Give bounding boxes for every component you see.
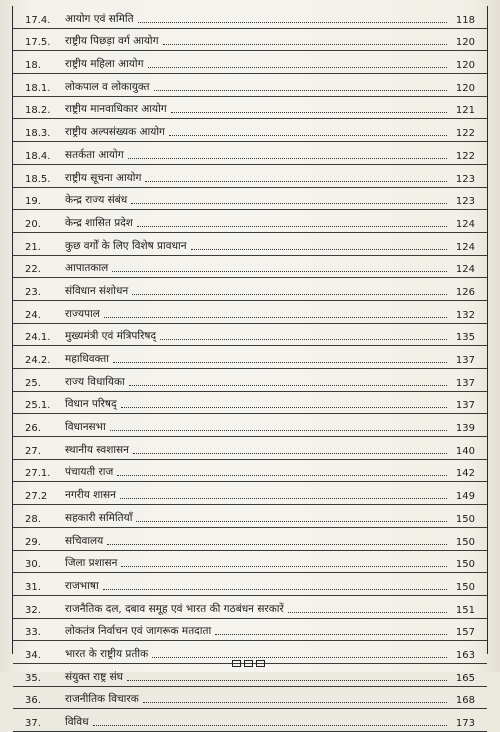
toc-entry bbox=[13, 188, 487, 211]
entry-page-number: 150 bbox=[455, 513, 475, 525]
entry-title: लोकपाल व लोकायुक्त bbox=[65, 80, 150, 93]
entry-number: 18.5. bbox=[25, 173, 51, 185]
entry-number: 27.2 bbox=[25, 491, 48, 503]
dot-leader bbox=[120, 497, 447, 499]
entry-page-number: 123 bbox=[455, 173, 475, 185]
entry-title: सतर्कता आयोग bbox=[65, 148, 124, 161]
dot-leader bbox=[131, 202, 447, 204]
dot-leader bbox=[191, 248, 447, 250]
entry-title: राष्ट्रीय महिला आयोग bbox=[65, 58, 144, 71]
entry-page-number: 132 bbox=[455, 309, 475, 321]
entry-title: राष्ट्रीय पिछड़ा वर्ग आयोग bbox=[65, 35, 159, 48]
entry-page-number: 150 bbox=[455, 581, 475, 593]
entry-number: 25. bbox=[25, 377, 41, 389]
toc-entry bbox=[13, 97, 487, 120]
end-mark-box bbox=[244, 660, 253, 667]
toc-entry bbox=[13, 482, 487, 505]
entry-page-number: 140 bbox=[455, 445, 475, 457]
entry-number: 25.1. bbox=[25, 400, 51, 412]
entry-title: आयोग एवं समिति bbox=[65, 12, 134, 25]
dot-leader bbox=[103, 588, 447, 590]
entry-title: मुख्यमंत्री एवं मंत्रिपरिषद् bbox=[65, 330, 157, 343]
toc-entry bbox=[13, 664, 487, 687]
dot-leader bbox=[121, 406, 447, 408]
entry-title: राजनीतिक विचारक bbox=[65, 693, 139, 706]
dot-leader bbox=[133, 452, 447, 454]
entry-page-number: 157 bbox=[455, 627, 475, 639]
toc-entry bbox=[13, 165, 487, 188]
toc-entry bbox=[13, 709, 487, 732]
toc-entry bbox=[13, 392, 487, 415]
entry-page-number: 120 bbox=[455, 37, 475, 49]
page-frame bbox=[12, 6, 488, 729]
dot-leader bbox=[137, 225, 447, 227]
toc-entry bbox=[13, 51, 487, 74]
dot-leader bbox=[132, 293, 447, 295]
entry-page-number: 150 bbox=[455, 536, 475, 548]
entry-page-number: 149 bbox=[455, 491, 475, 503]
entry-title: राज्य विधायिका bbox=[65, 375, 125, 388]
dot-leader bbox=[136, 520, 447, 522]
dot-leader bbox=[121, 565, 447, 567]
entry-number: 36. bbox=[25, 695, 41, 707]
entry-page-number: 150 bbox=[455, 559, 475, 571]
toc-entry bbox=[13, 29, 487, 52]
entry-number: 17.4. bbox=[25, 14, 51, 26]
toc-entry bbox=[13, 119, 487, 142]
entry-number: 24. bbox=[25, 309, 41, 321]
entry-title: राष्ट्रीय सूचना आयोग bbox=[65, 171, 142, 184]
entry-title: राज्यपाल bbox=[65, 307, 100, 320]
entry-title: राजभाषा bbox=[65, 579, 99, 592]
toc-entry bbox=[13, 256, 487, 279]
entry-number: 24.2. bbox=[25, 355, 51, 366]
entry-title: केन्द्र राज्य संबंध bbox=[65, 194, 128, 207]
entry-page-number: 124 bbox=[455, 241, 475, 253]
dot-leader bbox=[113, 361, 447, 363]
toc-entry bbox=[13, 619, 487, 642]
entry-page-number: 120 bbox=[455, 60, 475, 72]
entry-number: 28. bbox=[25, 513, 41, 525]
entry-number: 18.2. bbox=[25, 105, 51, 117]
entry-page-number: 122 bbox=[455, 150, 475, 162]
entry-title: सचिवालय bbox=[65, 534, 104, 547]
dot-leader bbox=[129, 384, 447, 386]
toc-entry bbox=[13, 505, 487, 528]
dot-leader bbox=[104, 316, 447, 318]
dot-leader bbox=[112, 270, 447, 272]
entry-number: 20. bbox=[25, 218, 41, 230]
dot-leader bbox=[148, 66, 448, 68]
entry-number: 22. bbox=[25, 264, 41, 276]
entry-number: 18. bbox=[25, 60, 41, 72]
entry-page-number: 151 bbox=[455, 604, 475, 616]
entry-number: 27.1. bbox=[25, 468, 51, 480]
entry-page-number: 123 bbox=[455, 196, 475, 208]
dot-leader bbox=[215, 633, 447, 635]
entry-number: 18.4. bbox=[25, 150, 51, 162]
toc-entry bbox=[13, 324, 487, 347]
toc-entry bbox=[13, 346, 487, 369]
dot-leader bbox=[145, 180, 447, 182]
entry-number: 32. bbox=[25, 604, 41, 616]
entry-title: भारत के राष्ट्रीय प्रतीक bbox=[65, 647, 149, 660]
toc-entry bbox=[13, 551, 487, 574]
dot-leader bbox=[128, 157, 447, 159]
toc-entry bbox=[13, 573, 487, 596]
entry-page-number: 137 bbox=[455, 355, 475, 366]
toc-entry bbox=[13, 210, 487, 233]
toc-entry bbox=[13, 437, 487, 460]
entry-number: 34. bbox=[25, 649, 41, 661]
dot-leader bbox=[117, 474, 447, 476]
dot-leader bbox=[154, 89, 447, 91]
entry-page-number: 163 bbox=[455, 649, 475, 661]
dot-leader bbox=[163, 43, 447, 45]
entry-page-number: 137 bbox=[455, 400, 475, 412]
entry-page-number: 121 bbox=[455, 105, 475, 117]
entry-title: लोकतंत्र निर्वाचन एवं जागरूक मतदाता bbox=[65, 625, 212, 638]
entry-number: 19. bbox=[25, 196, 41, 208]
entry-title: आपातकाल bbox=[65, 262, 109, 275]
entry-number: 37. bbox=[25, 718, 41, 729]
entry-page-number: 124 bbox=[455, 264, 475, 276]
entry-number: 23. bbox=[25, 286, 41, 298]
entry-page-number: 165 bbox=[455, 672, 475, 684]
toc-entry bbox=[13, 233, 487, 256]
toc-entry bbox=[13, 6, 487, 29]
entry-title: महाधिवक्ता bbox=[65, 353, 109, 365]
entry-title: पंचायती राज bbox=[65, 466, 114, 479]
entry-page-number: 139 bbox=[455, 423, 475, 435]
entry-title: विविध bbox=[65, 716, 89, 728]
entry-page-number: 142 bbox=[455, 468, 475, 480]
end-mark-box bbox=[256, 660, 265, 667]
entry-title: केन्द्र शासित प्रदेश bbox=[65, 216, 133, 229]
toc-entry bbox=[13, 74, 487, 97]
dot-leader bbox=[107, 543, 447, 545]
toc-entry bbox=[13, 528, 487, 551]
entry-number: 35. bbox=[25, 672, 41, 684]
entry-title: कुछ वर्गों के लिए विशेष प्रावधान bbox=[65, 239, 187, 252]
entry-page-number: 118 bbox=[455, 14, 475, 26]
entry-title: विधान परिषद् bbox=[65, 398, 117, 411]
dot-leader bbox=[171, 111, 447, 113]
toc-entry bbox=[13, 301, 487, 324]
entry-title: जिला प्रशासन bbox=[65, 557, 118, 570]
entry-number: 31. bbox=[25, 581, 41, 593]
end-mark-box bbox=[232, 660, 241, 667]
dot-leader bbox=[138, 21, 447, 23]
entry-page-number: 168 bbox=[455, 695, 475, 707]
toc-entry bbox=[13, 687, 487, 710]
entry-number: 18.1. bbox=[25, 82, 51, 94]
entry-title: राष्ट्रीय अल्पसंख्यक आयोग bbox=[65, 126, 165, 139]
table-of-contents bbox=[13, 6, 487, 732]
entry-title: राजनैतिक दल, दबाव समूह एवं भारत की गठबंधन सरकारें bbox=[65, 602, 284, 615]
entry-number: 24.1. bbox=[25, 332, 51, 344]
entry-number: 17.5. bbox=[25, 37, 51, 49]
entry-number: 26. bbox=[25, 423, 41, 435]
toc-entry bbox=[13, 460, 487, 483]
entry-number: 30. bbox=[25, 559, 41, 571]
entry-page-number: 135 bbox=[455, 332, 475, 344]
entry-title: स्थानीय स्वशासन bbox=[65, 443, 129, 456]
entry-title: सहकारी समितियाँ bbox=[65, 511, 133, 524]
dot-leader bbox=[93, 724, 447, 726]
toc-entry bbox=[13, 369, 487, 392]
entry-page-number: 122 bbox=[455, 128, 475, 140]
entry-number: 29. bbox=[25, 536, 41, 548]
entry-title: नगरीय शासन bbox=[65, 489, 116, 502]
toc-entry bbox=[13, 142, 487, 165]
entry-number: 27. bbox=[25, 445, 41, 457]
entry-title: विधानसभा bbox=[65, 421, 106, 434]
entry-page-number: 126 bbox=[455, 286, 475, 298]
page-end-mark bbox=[232, 660, 265, 667]
dot-leader bbox=[160, 338, 447, 340]
entry-title: संयुक्त राष्ट्र संघ bbox=[65, 670, 123, 683]
entry-number: 18.3. bbox=[25, 128, 51, 140]
entry-page-number: 137 bbox=[455, 377, 475, 389]
toc-entry bbox=[13, 414, 487, 437]
entry-title: राष्ट्रीय मानवाधिकार आयोग bbox=[65, 103, 167, 116]
entry-page-number: 173 bbox=[455, 718, 475, 729]
dot-leader bbox=[169, 134, 447, 136]
dot-leader bbox=[110, 429, 447, 431]
dot-leader bbox=[152, 656, 447, 658]
entry-page-number: 120 bbox=[455, 82, 475, 94]
toc-entry bbox=[13, 596, 487, 619]
dot-leader bbox=[288, 611, 447, 613]
entry-title: संविधान संशोधन bbox=[65, 284, 129, 297]
dot-leader bbox=[143, 701, 447, 703]
entry-number: 21. bbox=[25, 241, 41, 253]
entry-page-number: 124 bbox=[455, 218, 475, 230]
toc-entry bbox=[13, 278, 487, 301]
dot-leader bbox=[127, 679, 447, 681]
entry-number: 33. bbox=[25, 627, 41, 639]
